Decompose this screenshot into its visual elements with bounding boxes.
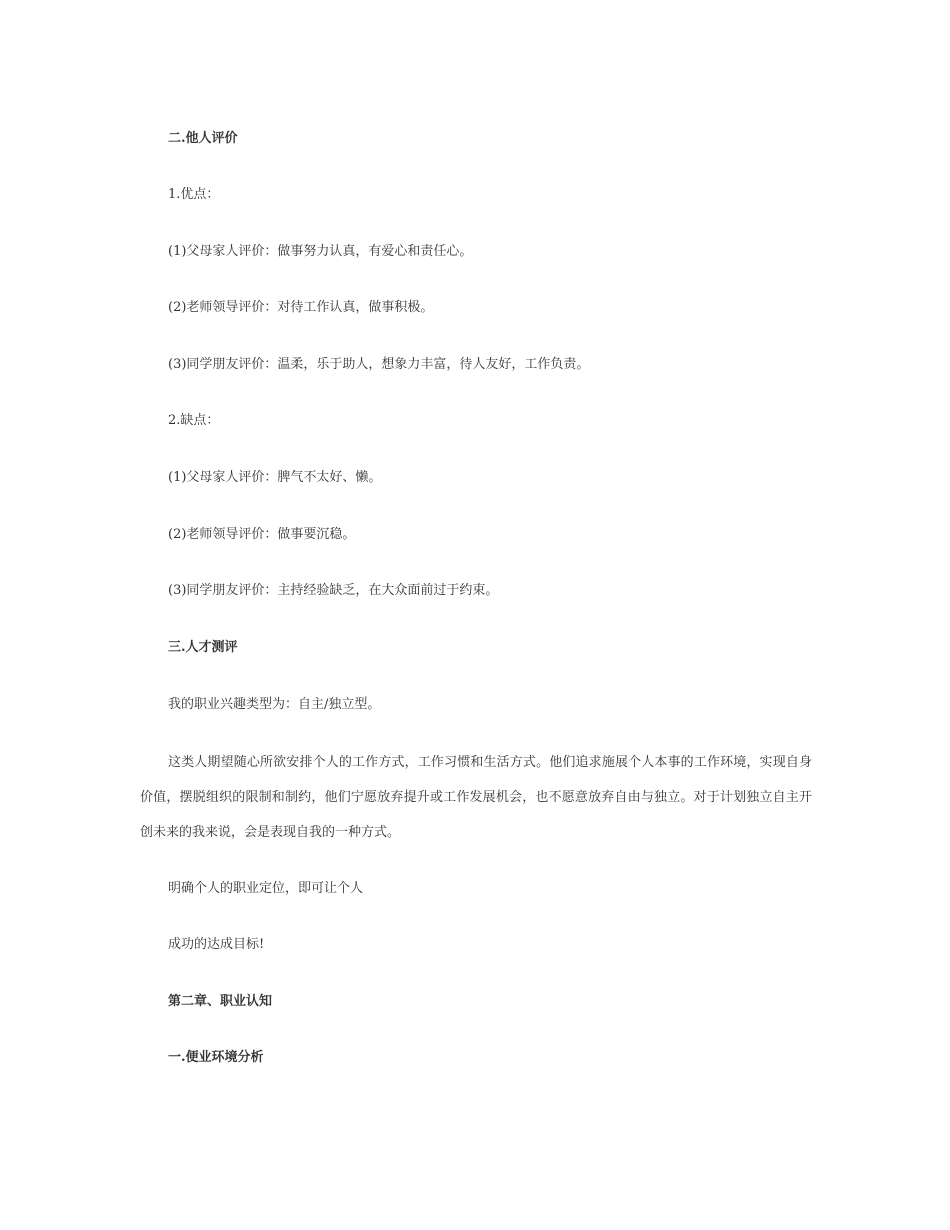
merit-classmates: (3)同学朋友评价：温柔，乐于助人，想象力丰富，待人友好，工作负责。 [168, 357, 590, 372]
flaw-classmates: (3)同学朋友评价：主持经验缺乏，在大众面前过于约束。 [168, 583, 499, 598]
section-heading-others-evaluation: 二.他人评价 [168, 131, 238, 146]
clarify-line-2: 成功的达成目标! [168, 937, 265, 952]
merit-teachers: (2)老师领导评价：对待工作认真，做事积极。 [168, 300, 434, 315]
chapter-heading-career-cognition: 第二章、职业认知 [168, 994, 273, 1009]
interest-description: 这类人期望随心所欲安排个人的工作方式，工作习惯和生活方式。他们追求施展个人本事的工作环境，实现自身价值，摆脱组织的限制和制约，他们宁愿放弃提升或工作发展机会，也不愿意放弃自由与独立。对于计划独立自主开创未来的我来说，会是表现自我的一种方式。 [140, 755, 812, 840]
clarify-line-1: 明确个人的职业定位，即可让个人 [168, 881, 364, 896]
flaws-label: 2.缺点： [168, 413, 220, 428]
merits-label: 1.优点： [168, 187, 220, 202]
flaw-teachers: (2)老师领导评价：做事要沉稳。 [168, 527, 356, 542]
section-heading-talent-assessment: 三.人才测评 [168, 640, 238, 655]
flaw-family: (1)父母家人评价：脾气不太好、懒。 [168, 470, 382, 485]
interest-type: 我的职业兴趣类型为：自主/独立型。 [168, 697, 381, 712]
merit-family: (1)父母家人评价：做事努力认真，有爱心和责任心。 [168, 244, 473, 259]
section-heading-environment-analysis: 一.便业环境分析 [168, 1050, 264, 1065]
